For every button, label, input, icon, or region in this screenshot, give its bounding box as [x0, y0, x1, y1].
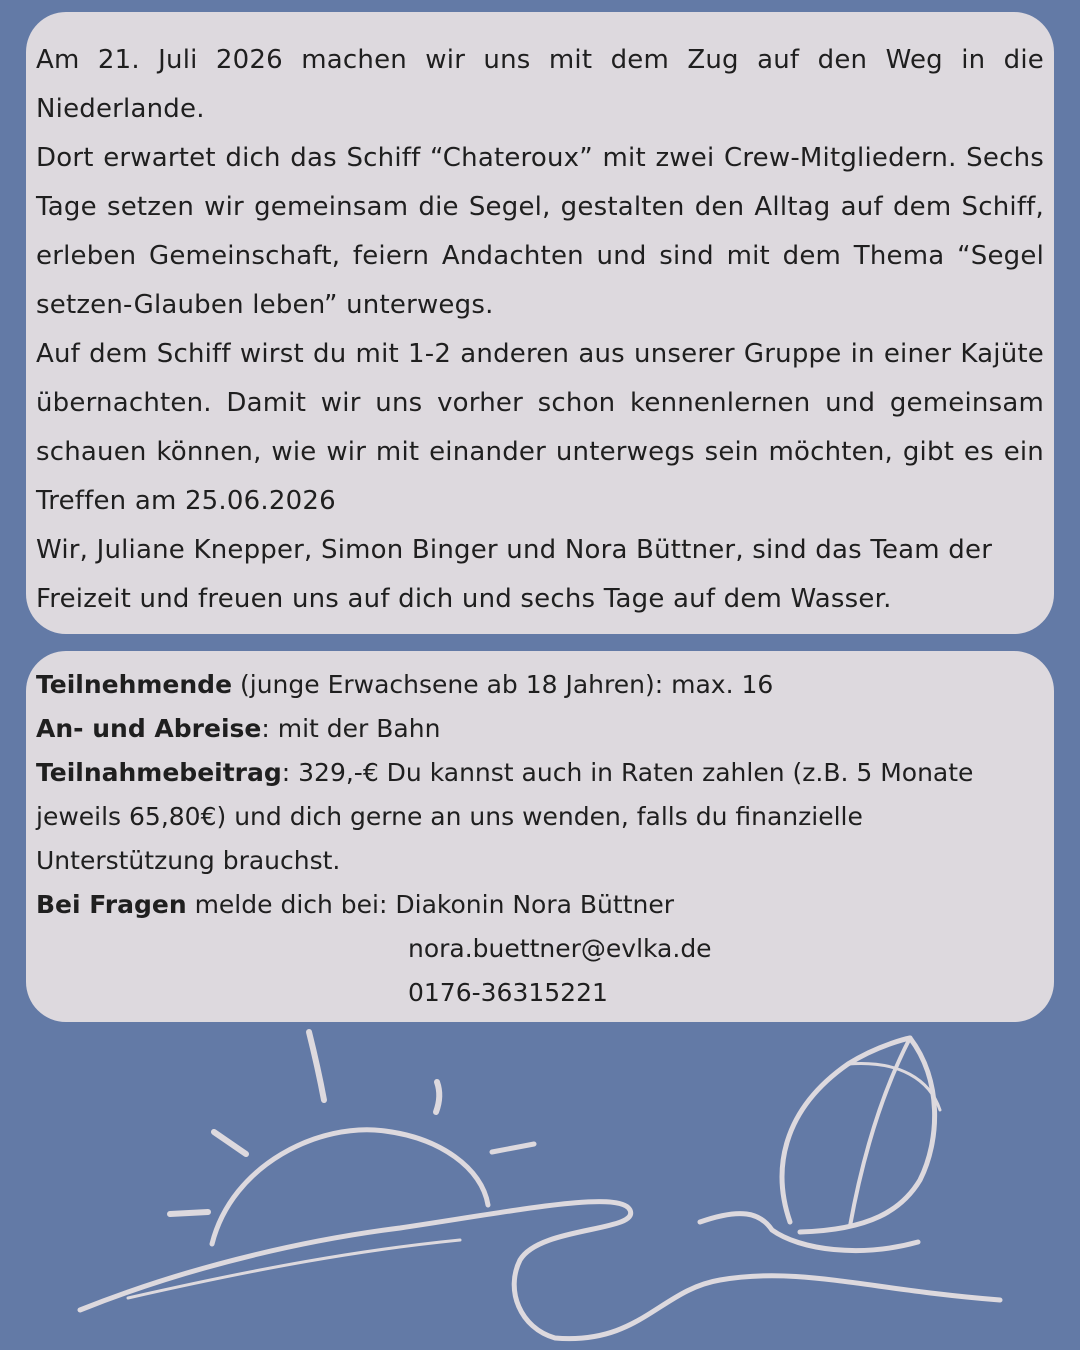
participants-row — [36, 663, 1044, 707]
fee-row — [36, 751, 1036, 883]
participants-value: (junge Erwachsene ab 18 Jahren): max. 16 — [232, 670, 774, 699]
fee-value: : 329,-€ Du kannst auch in Raten zahlen (z.B. 5 Monate jeweils 65,80€) und dich gerne an uns wenden, falls du finanzielle Unterstützung brauchst. — [36, 758, 974, 875]
participants-label: Teilnehmende — [36, 670, 233, 699]
contact-name: Diakonin Nora Büttner — [395, 890, 675, 919]
intro-paragraph-team: Wir, Juliane Knepper, Simon Binger und Nora Büttner, sind das Team der Freizeit und freuen uns auf dich und sechs Tage auf dem Wasser. — [36, 535, 993, 614]
info-card — [26, 651, 1054, 1022]
intro-paragraph-ship: Dort erwartet dich das Schiff “Chateroux” mit zwei Crew-Mitgliedern. Sechs Tage setzen wir gemeinsam die Segel, gestalten den Alltag auf dem Schiff, erleben Gemeinschaft, feiern Andachten und sind mit dem Thema “Segel setzen-Glauben leben” unterwegs. — [36, 143, 1044, 320]
contact-label: Bei Fragen — [36, 890, 187, 919]
contact-phone[interactable]: 0176-36315221 — [408, 978, 608, 1007]
contact-prefix: melde dich bei: — [186, 890, 396, 919]
intro-card — [26, 12, 1054, 634]
intro-paragraph-trip: Am 21. Juli 2026 machen wir uns mit dem Zug auf den Weg in die Niederlande. — [36, 45, 1044, 124]
sun-and-sailboat-drawing-icon — [0, 1022, 1080, 1350]
fee-label: Teilnahmebeitrag — [36, 758, 282, 787]
travel-value: : mit der Bahn — [261, 714, 441, 743]
intro-paragraph-cabin: Auf dem Schiff wirst du mit 1-2 anderen aus unserer Gruppe in einer Kajüte übernachten. Damit wir uns vorher schon kennenlernen und gemeinsam schauen können, wie wir mit einander unterwegs sein möchten, gibt es ein Treffen am 25.06.2026 — [36, 339, 1044, 516]
travel-row — [36, 707, 1044, 751]
travel-label: An- und Abreise — [36, 714, 262, 743]
contact-row — [36, 883, 1044, 927]
contact-email[interactable]: nora.buettner@evlka.de — [408, 934, 712, 963]
